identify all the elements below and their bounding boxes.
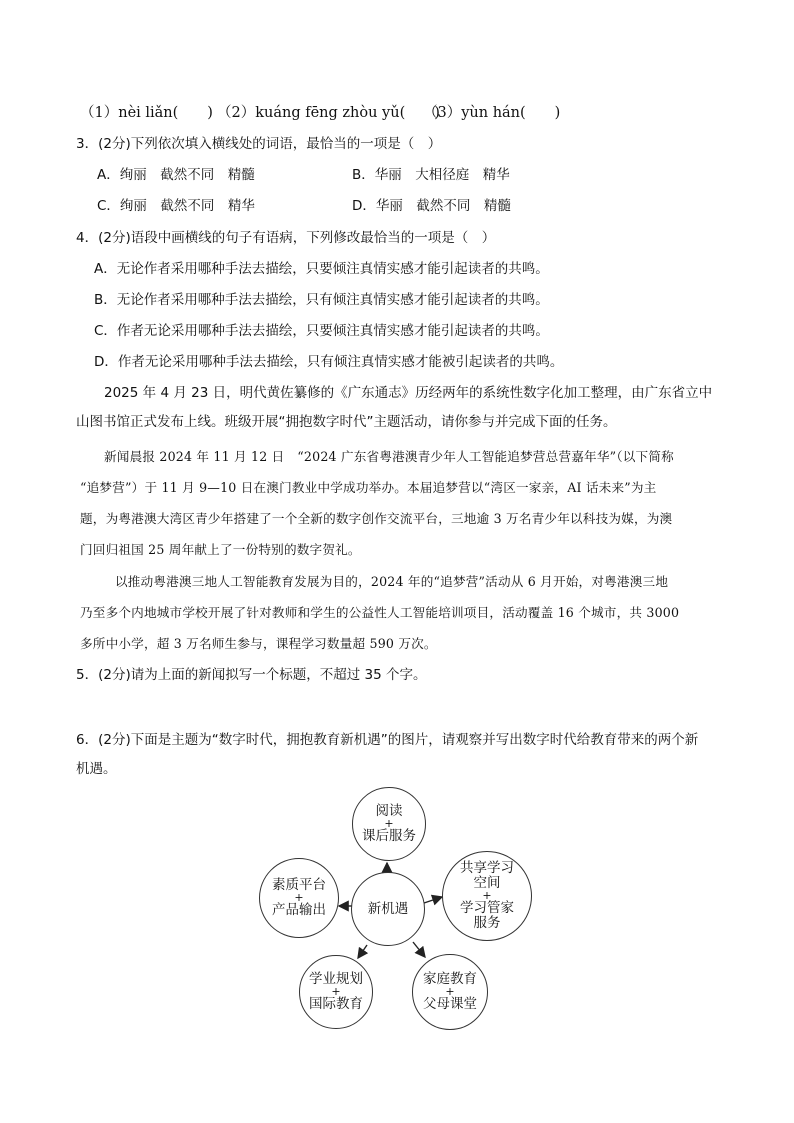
arrow-bottom-left <box>358 945 367 958</box>
node-top <box>352 787 426 861</box>
node-center-label: 新机遇 <box>367 900 409 917</box>
node-right-line-3: 学习管家 <box>460 900 514 916</box>
node-top-plus: + <box>384 817 394 830</box>
q6-stem-line-1: 6．(2分)下面是主题为“数字时代，拥抱教育新机遇”的图片，请观察并写出数字时代给教育带来的两个新 <box>76 732 699 748</box>
node-top-line-1: 阅读 <box>375 803 403 819</box>
node-right-line-2: 空间 <box>473 875 501 891</box>
news-line-1: 新闻晨报 2024 年 11 月 12 日 “2024 广东省粤港澳青少年人工智能追梦营总营嘉年华”（以下简称 <box>104 449 674 464</box>
q4-option-d: D．作者无论采用哪种手法去描绘，只有倾注真情实感才能被引起读者的共鸣。 <box>94 354 564 370</box>
node-bottom-right-line-1: 家庭教育 <box>423 971 477 987</box>
node-bottom-left <box>299 955 373 1029</box>
pinyin-item-2: （2）kuáng fēng zhòu yǔ( ) <box>217 105 440 121</box>
q4-stem: 4．(2分)语段中画横线的句子有语病，下列修改最恰当的一项是（ ） <box>76 230 496 246</box>
node-right-line-1: 共享学习 <box>460 860 514 876</box>
intro-line-1: 2025 年 4 月 23 日，明代黄佐纂修的《广东通志》历经两年的系统性数字化加工整理，由广东省立中 <box>104 385 713 401</box>
arrow-bottom-right <box>413 942 425 957</box>
news-line-3: 题，为粤港澳大湾区青少年搭建了一个全新的数字创作交流平台，三地逾 3 万名青少年以科技为媒，为澳 <box>80 511 673 526</box>
news-line-4: 门回归祖国 25 周年献上了一份特别的数字贺礼。 <box>80 542 361 557</box>
news-line-5: 以推动粤港澳三地人工智能教育发展为目的，2024 年的“追梦营”活动从 6 月开始，对粤港澳三地 <box>115 574 669 589</box>
node-right <box>442 851 532 941</box>
news-line-6: 乃至多个内地城市学校开展了针对教师和学生的公益性人工智能培训项目，活动覆盖 16 个城市，共 3000 <box>80 605 680 620</box>
arrow-right <box>424 897 442 903</box>
q6-stem-line-2: 机遇。 <box>76 761 117 777</box>
node-bottom-left-line-1: 学业规划 <box>309 971 363 987</box>
node-bottom-right-line-2: 父母课堂 <box>423 996 477 1012</box>
q4-option-b: B．无论作者采用哪种手法去描绘，只有倾注真情实感才能引起读者的共鸣。 <box>94 292 549 308</box>
news-line-2: “追梦营”）于 11 月 9—10 日在澳门教业中学成功举办。本届追梦营以“湾区一家亲，AI 话未来”为主 <box>80 480 657 495</box>
node-left-plus: + <box>294 891 304 904</box>
node-right-line-4: 服务 <box>473 915 501 931</box>
q3-option-a: A．绚丽 截然不同 精髓 <box>97 167 255 183</box>
node-bottom-right-plus: + <box>445 985 455 998</box>
node-center <box>351 872 425 946</box>
pinyin-item-1: （1）nèi liǎn( ) <box>80 105 213 121</box>
node-bottom-left-plus: + <box>331 985 341 998</box>
node-left-line-2: 产品输出 <box>272 902 326 918</box>
node-top-line-2: 课后服务 <box>362 828 416 844</box>
node-left-line-1: 素质平台 <box>272 877 326 893</box>
news-line-7: 多所中小学，超 3 万名师生参与，课程学习数量超 590 万次。 <box>80 636 437 651</box>
q5-stem: 5．(2分)请为上面的新闻拟写一个标题，不超过 35 个字。 <box>76 667 427 683</box>
q3-option-d: D．华丽 截然不同 精髓 <box>352 198 511 214</box>
node-bottom-right <box>412 954 488 1030</box>
pinyin-item-3: （3）yùn hán( ) <box>423 105 561 121</box>
q3-option-c: C．绚丽 截然不同 精华 <box>97 198 255 214</box>
intro-line-2: 山图书馆正式发布上线。班级开展“拥抱数字时代”主题活动，请你参与并完成下面的任务。 <box>76 414 617 430</box>
node-left <box>259 858 339 938</box>
q3-stem: 3．(2分)下列依次填入横线处的词语，最恰当的一项是（ ） <box>76 136 442 152</box>
q3-option-b: B．华丽 大相径庭 精华 <box>352 167 510 183</box>
q4-option-a: A．无论作者采用哪种手法去描绘，只要倾注真情实感才能引起读者的共鸣。 <box>94 261 549 277</box>
node-bottom-left-line-2: 国际教育 <box>309 996 363 1012</box>
node-right-plus: + <box>482 889 492 902</box>
q4-option-c: C．作者无论采用哪种手法去描绘，只要倾注真情实感才能引起读者的共鸣。 <box>94 323 549 339</box>
